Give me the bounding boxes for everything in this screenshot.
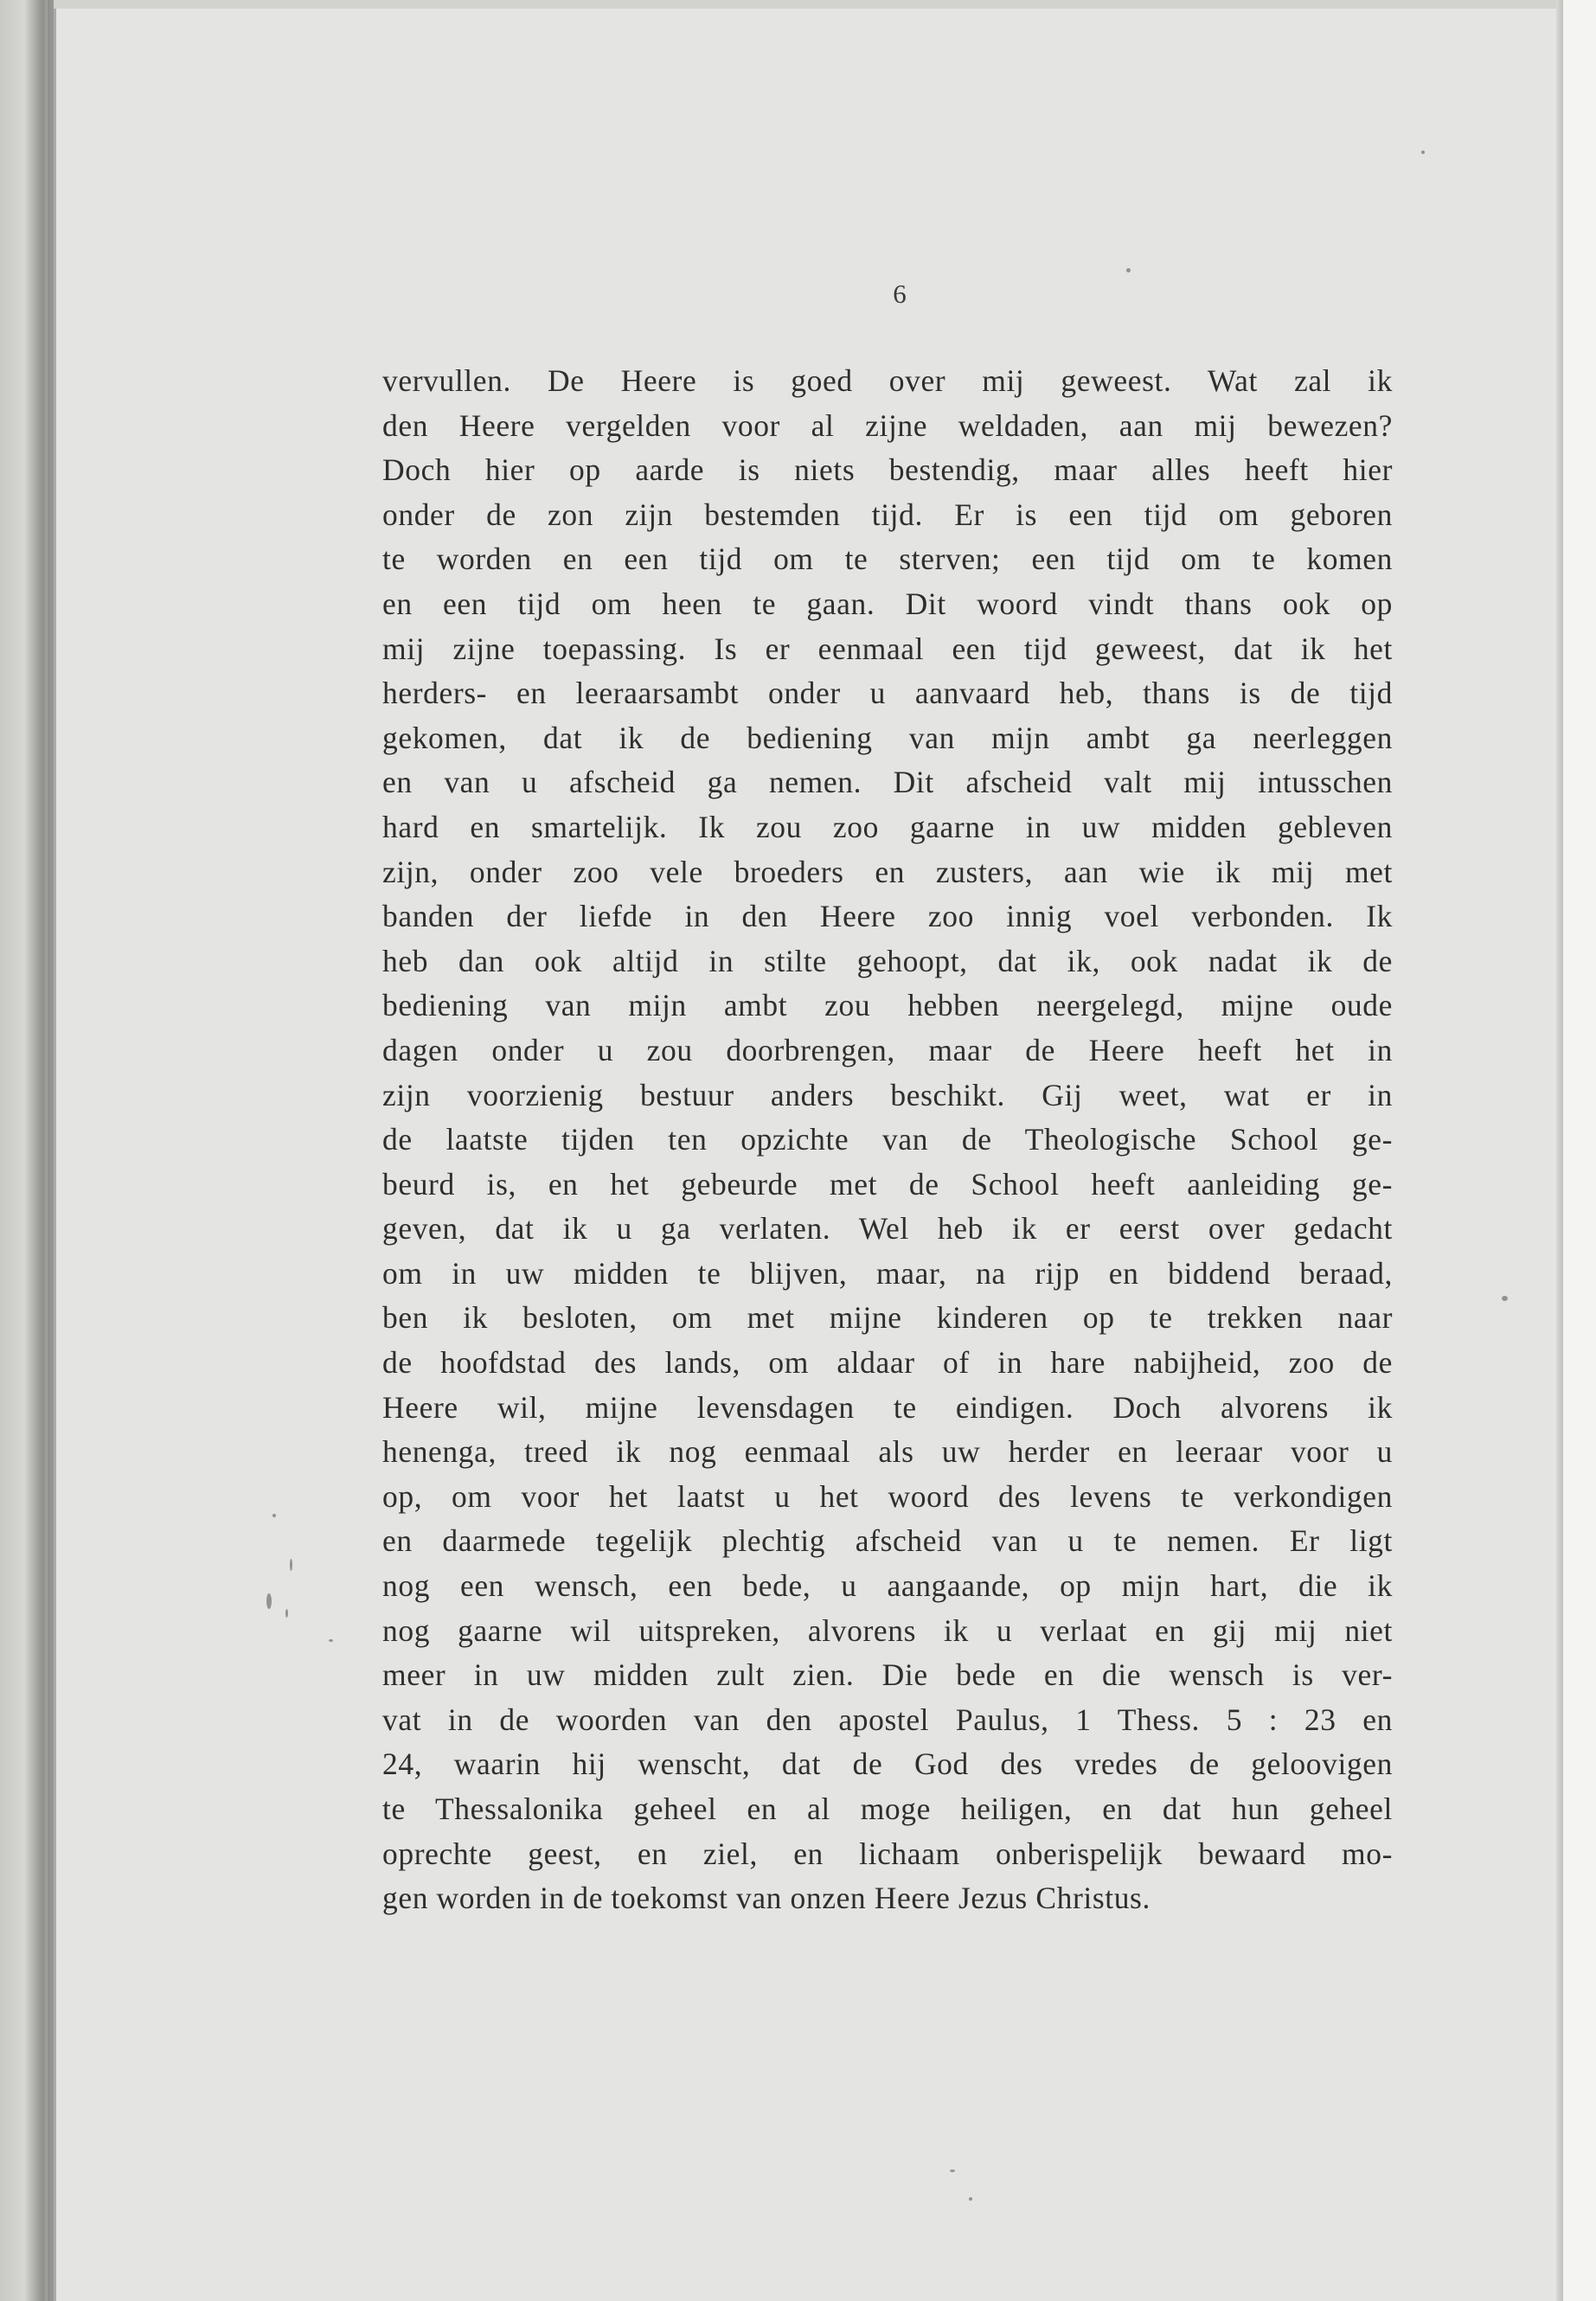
text-line: om in uw midden te blijven, maar, na rijp en biddend beraad,	[382, 1255, 1393, 1291]
scan-speck	[969, 2197, 972, 2201]
text-line: gen worden in de toekomst van onzen Heere Jezus Christus.	[382, 1881, 1151, 1916]
text-line: den Heere vergelden voor al zijne weldaden, aan mij bewezen?	[382, 407, 1393, 443]
scan-speck	[290, 1559, 292, 1571]
text-line: meer in uw midden zult zien. Die bede en die wensch is ver-	[382, 1657, 1393, 1693]
text-line: mij zijne toepassing. Is er eenmaal een tijd geweest, dat ik het	[382, 631, 1393, 666]
text-line: zijn, onder zoo vele broeders en zusters, aan wie ik mij met	[382, 854, 1393, 889]
text-line: te Thessalonika geheel en al moge heiligen, en dat hun geheel	[382, 1791, 1393, 1826]
text-line: gekomen, dat ik de bediening van mijn ambt ga neerleggen	[382, 720, 1393, 755]
scan-speck	[266, 1593, 272, 1609]
text-line: beurd is, en het gebeurde met de School heeft aanleiding ge-	[382, 1166, 1393, 1202]
text-line: Heere wil, mijne levensdagen te eindigen. Doch alvorens ik	[382, 1389, 1393, 1425]
text-line: nog gaarne wil uitspreken, alvorens ik u verlaat en gij mij niet	[382, 1612, 1393, 1648]
scan-speck	[1421, 151, 1425, 154]
top-edge	[54, 0, 1563, 9]
scan-speck	[329, 1639, 333, 1642]
text-line: hard en smartelijk. Ik zou zoo gaarne in uw midden gebleven	[382, 809, 1393, 844]
binding-edge	[0, 0, 54, 2301]
text-line: onder de zon zijn bestemden tijd. Er is een tijd om geboren	[382, 497, 1393, 532]
text-line: de laatste tijden ten opzichte van de Theologische School ge-	[382, 1122, 1393, 1157]
right-margin	[1563, 0, 1596, 2301]
text-line: oprechte geest, en ziel, en lichaam onberispelijk bewaard mo-	[382, 1836, 1393, 1871]
text-line: heb dan ook altijd in stilte gehoopt, dat ik, ook nadat ik de	[382, 943, 1393, 978]
scan-speck	[285, 1609, 288, 1618]
page-number: 6	[893, 279, 907, 309]
body-text	[382, 359, 1393, 1921]
text-line: Doch hier op aarde is niets bestendig, maar alles heeft hier	[382, 452, 1393, 488]
text-line: zijn voorzienig bestuur anders beschikt. Gij weet, wat er in	[382, 1077, 1393, 1112]
text-line: en daarmede tegelijk plechtig afscheid van u te nemen. Er ligt	[382, 1523, 1393, 1559]
text-line: vat in de woorden van den apostel Paulus, 1 Thess. 5 : 23 en	[382, 1702, 1393, 1737]
text-line: en van u afscheid ga nemen. Dit afscheid valt mij intusschen	[382, 765, 1393, 800]
scan-speck	[1502, 1296, 1508, 1301]
text-line: henenga, treed ik nog eenmaal als uw herder en leeraar voor u	[382, 1434, 1393, 1470]
text-line: nog een wensch, een bede, u aangaande, op mijn hart, die ik	[382, 1568, 1393, 1604]
scan-speck	[1126, 268, 1131, 272]
text-line: en een tijd om heen te gaan. Dit woord vindt thans ook op	[382, 586, 1393, 621]
binding-shadow	[48, 0, 56, 2301]
text-line: ben ik besloten, om met mijne kinderen op te trekken naar	[382, 1300, 1393, 1336]
scan-speck	[272, 1514, 276, 1517]
scan-speck	[950, 2170, 955, 2172]
text-line: op, om voor het laatst u het woord des levens te verkondigen	[382, 1478, 1393, 1514]
text-line: bediening van mijn ambt zou hebben neergelegd, mijne oude	[382, 988, 1393, 1023]
text-line: dagen onder u zou doorbrengen, maar de Heere heeft het in	[382, 1032, 1393, 1067]
text-line: 24, waarin hij wenscht, dat de God des vredes de geloovigen	[382, 1747, 1393, 1782]
text-line: geven, dat ik u ga verlaten. Wel heb ik er eerst over gedacht	[382, 1211, 1393, 1247]
text-line: banden der liefde in den Heere zoo innig voel verbonden. Ik	[382, 899, 1393, 934]
text-line: de hoofdstad des lands, om aldaar of in hare nabijheid, zoo de	[382, 1345, 1393, 1381]
text-line: herders- en leeraarsambt onder u aanvaard heb, thans is de tijd	[382, 676, 1393, 711]
text-line: te worden en een tijd om te sterven; een tijd om te komen	[382, 542, 1393, 577]
text-line: vervullen. De Heere is goed over mij geweest. Wat zal ik	[382, 363, 1393, 398]
